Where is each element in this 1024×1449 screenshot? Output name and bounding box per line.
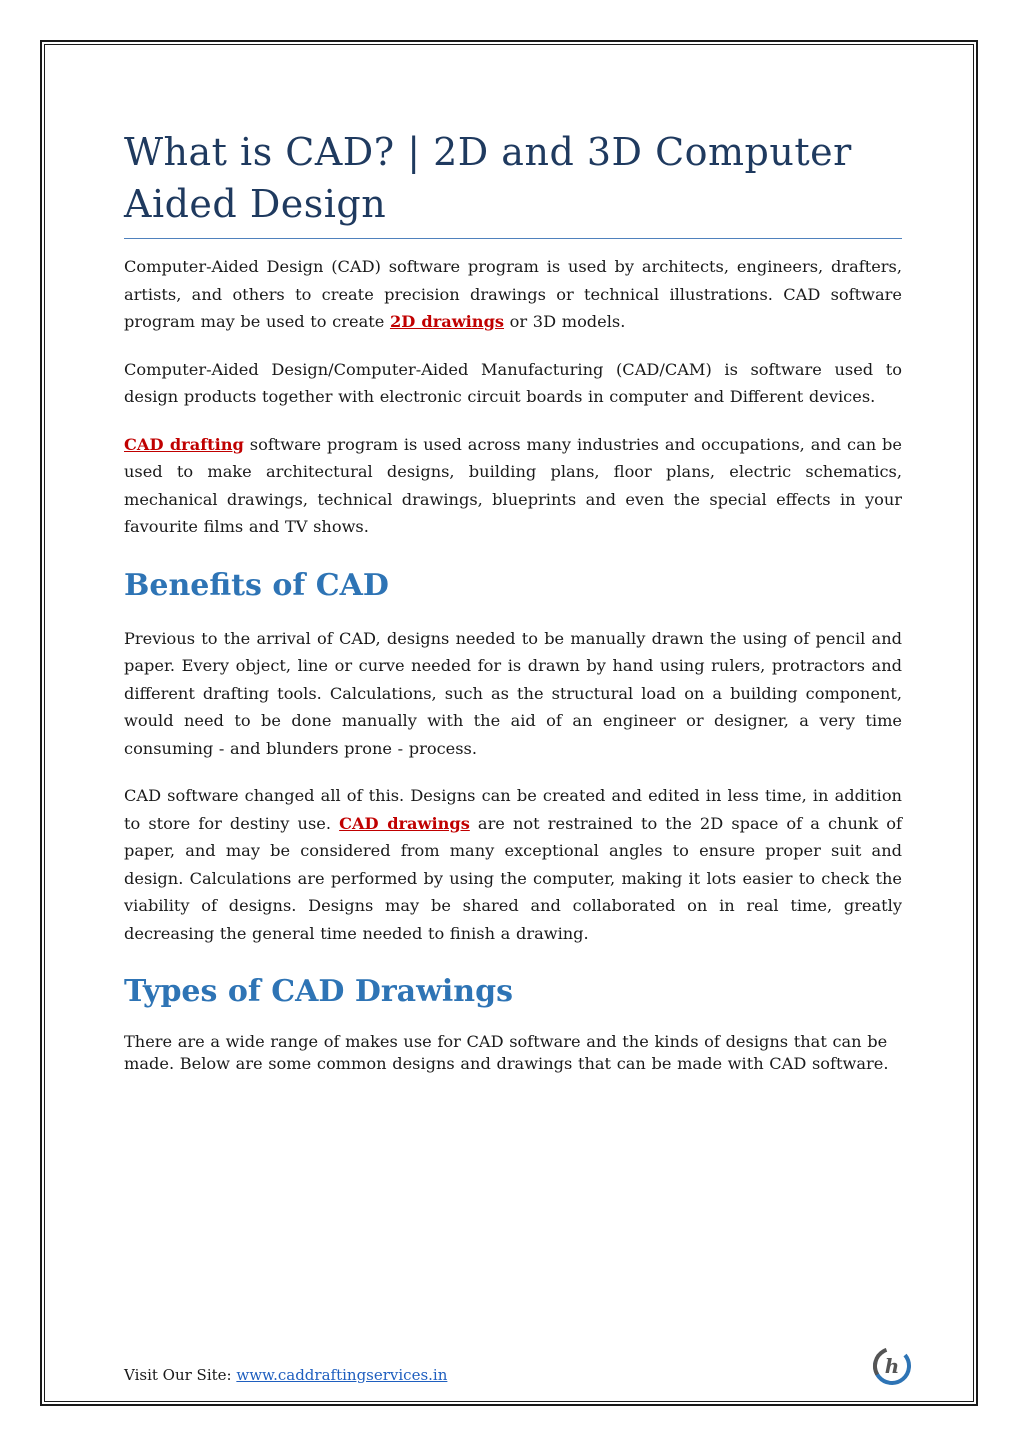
link-cad-drafting[interactable]: CAD drafting bbox=[124, 434, 244, 454]
intro-paragraph-3 bbox=[124, 431, 902, 541]
link-2d-drawings[interactable]: 2D drawings bbox=[389, 312, 505, 331]
footer bbox=[124, 1366, 447, 1384]
footer-site-link[interactable]: www.caddraftingservices.in bbox=[236, 1366, 448, 1384]
intro-paragraph-2: Computer-Aided Design/Computer-Aided Manufacturing (CAD/CAM) is software used to design products together with electronic circuit boards in computer and Different devices. bbox=[124, 359, 902, 406]
intro-p1-text-before: Computer-Aided Design (CAD) software program is used by architects, engineers, drafters, artists, and others to create precision drawings or technical illustrations. CAD software program may be used to create bbox=[124, 257, 902, 331]
types-paragraph-1: There are a wide range of makes use for CAD software and the kinds of designs that can be made. Below are some common designs and drawings that can be made with CAD software. bbox=[124, 1032, 889, 1073]
footer-label: Visit Our Site: bbox=[124, 1366, 237, 1384]
link-cad-drawings[interactable]: CAD drawings bbox=[339, 813, 470, 833]
benefits-p2-text-after: are not restrained to the 2D space of a chunk of paper, and may be considered from many exceptional angles to ensure proper suit and design. Calculations are performed by using the computer, making it lots easier to check the viability of designs. Designs may be shared and collaborated on in real time, greatly decreasing the general time needed to finish a drawing. bbox=[124, 813, 902, 943]
svg-text:h: h bbox=[884, 1354, 900, 1378]
heading-types: Types of CAD Drawings bbox=[124, 974, 513, 1009]
intro-p1-text-after: or 3D models. bbox=[504, 312, 626, 331]
logo-icon bbox=[872, 1346, 912, 1386]
heading-benefits: Benefits of CAD bbox=[124, 567, 389, 603]
title-divider bbox=[124, 238, 902, 239]
benefits-paragraph-1: Previous to the arrival of CAD, designs needed to be manually drawn the using of pencil and paper. Every object, line or curve needed for is drawn by hand using rulers, protractors and different drafting tools. Calculations, such as the structural load on a building component, would need to be done manually with the aid of an engineer or designer, a very time consuming - and blunders prone - process. bbox=[124, 628, 902, 758]
intro-p3-text-after: software program is used across many industries and occupations, and can be used to make architectural designs, building plans, floor plans, electric schematics, mechanical drawings, technical drawings, blueprints and even the special effects in your favourite films and TV shows. bbox=[124, 434, 902, 536]
benefits-paragraph-2 bbox=[124, 782, 902, 947]
intro-paragraph-1 bbox=[124, 253, 902, 336]
document-content bbox=[124, 126, 902, 1095]
page-title: What is CAD? | 2D and 3D Computer Aided Design bbox=[124, 130, 852, 226]
benefits-p2-text-before: CAD software changed all of this. Designs can be created and edited in less time, in addition to store for destiny use. bbox=[124, 786, 902, 833]
